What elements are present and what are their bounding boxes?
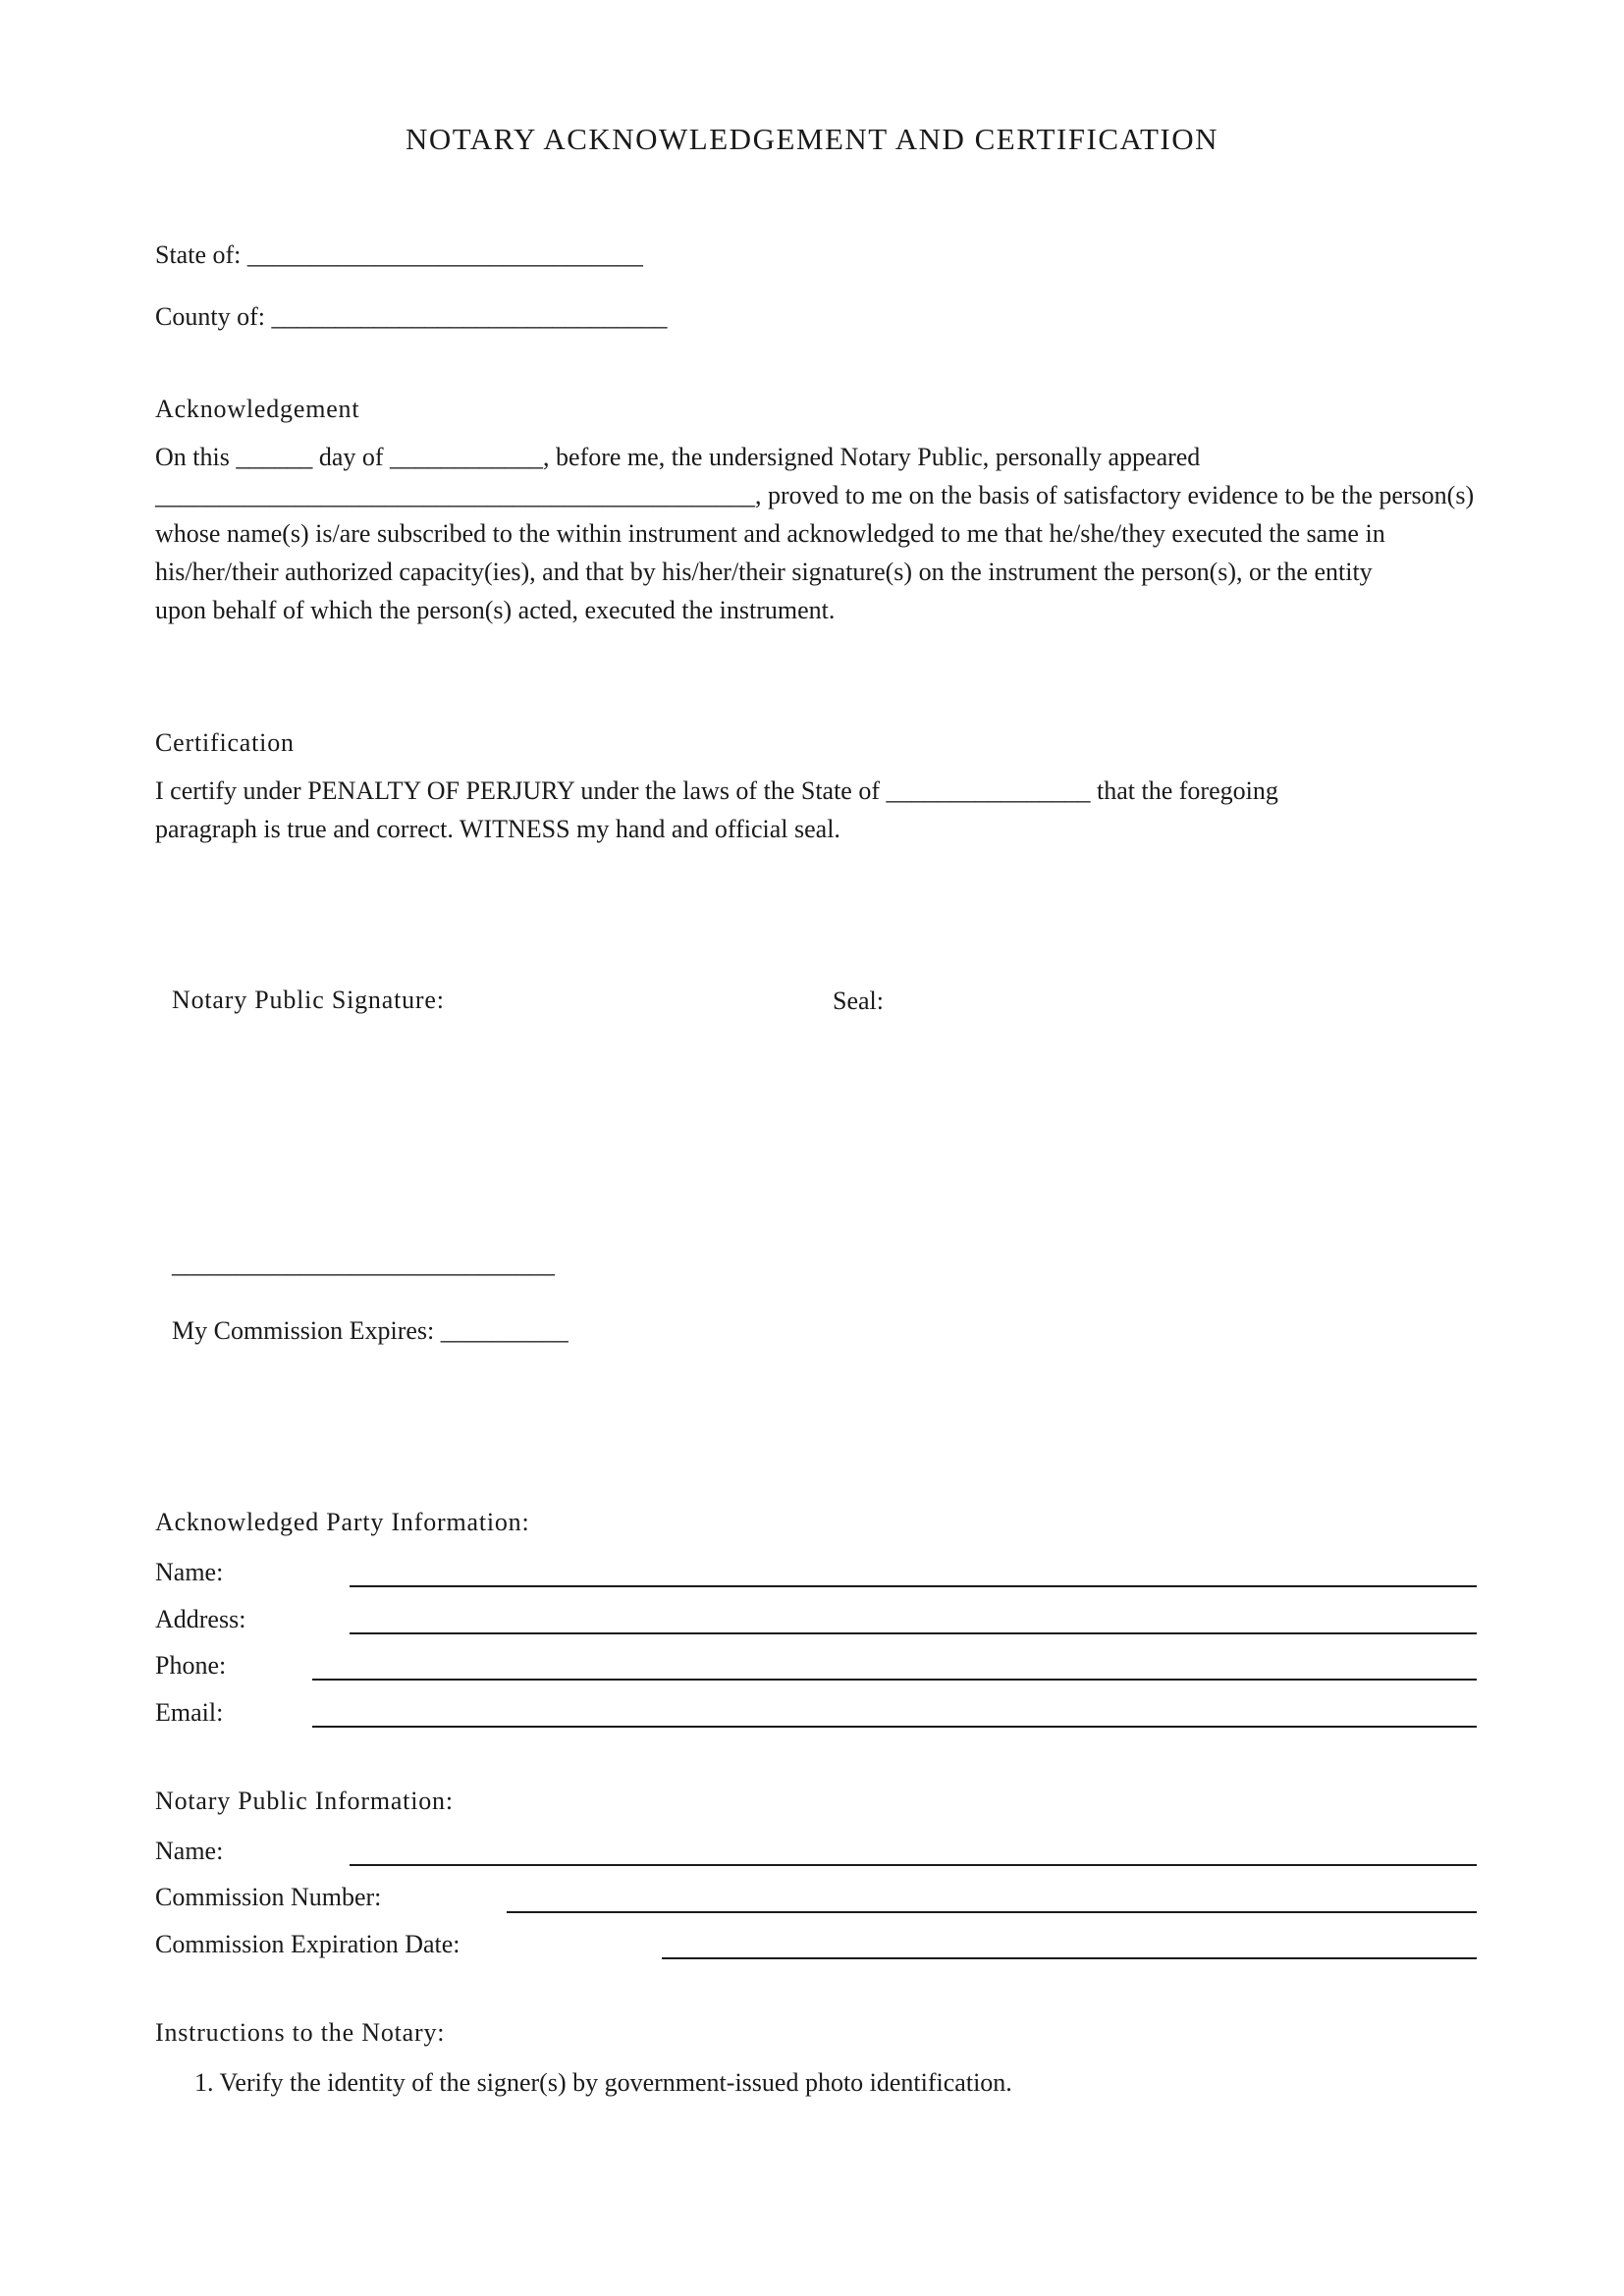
notary-name-line[interactable]: [350, 1864, 1477, 1866]
signature-line[interactable]: ______________________________: [172, 1250, 555, 1278]
acknowledgement-line-2: [155, 476, 1474, 514]
acknowledgement-line-1: On this ______ day of ____________, before me, the undersigned Notary Public, personally appeared: [155, 443, 1201, 471]
acknowledgement-heading: Acknowledgement: [155, 395, 360, 423]
notary-name-label: Name:: [155, 1837, 224, 1865]
commission-expires-field[interactable]: My Commission Expires: __________: [172, 1316, 568, 1345]
certification-line-1: I certify under PENALTY OF PERJURY under the laws of the State of ________________ that the foregoing: [155, 776, 1278, 805]
acknowledgement-line-2-text: , proved to me on the basis of satisfactory evidence to be the person(s): [755, 481, 1475, 509]
party-phone-label: Phone:: [155, 1651, 227, 1680]
notary-signature-label: Notary Public Signature:: [172, 986, 445, 1014]
state-of-field[interactable]: State of: _______________________________: [155, 240, 643, 269]
party-name-label: Name:: [155, 1558, 224, 1586]
party-name-line[interactable]: [350, 1585, 1477, 1587]
commission-expiration-label: Commission Expiration Date:: [155, 1930, 460, 1958]
acknowledgement-line-3: whose name(s) is/are subscribed to the within instrument and acknowledged to me that he/she/they executed the same in: [155, 519, 1385, 548]
commission-number-label: Commission Number:: [155, 1883, 382, 1911]
party-email-label: Email:: [155, 1698, 224, 1727]
instructions-heading: Instructions to the Notary:: [155, 2018, 446, 2047]
certification-line-2: paragraph is true and correct. WITNESS my hand and official seal.: [155, 815, 840, 843]
certification-heading: Certification: [155, 728, 295, 757]
party-address-label: Address:: [155, 1605, 246, 1633]
document-title: NOTARY ACKNOWLEDGEMENT AND CERTIFICATION: [405, 122, 1219, 156]
acknowledgement-line-5: upon behalf of which the person(s) acted, executed the instrument.: [155, 596, 836, 624]
acknowledgement-line-4: his/her/their authorized capacity(ies), and that by his/her/their signature(s) on the instrument the person(s), or the entity: [155, 558, 1373, 586]
party-address-line[interactable]: [350, 1632, 1477, 1634]
instruction-item: 1. Verify the identity of the signer(s) by government-issued photo identification.: [194, 2068, 1012, 2097]
county-of-field[interactable]: County of: _______________________________: [155, 302, 668, 331]
commission-number-line[interactable]: [507, 1911, 1477, 1913]
notary-info-heading: Notary Public Information:: [155, 1787, 454, 1815]
party-info-heading: Acknowledged Party Information:: [155, 1508, 530, 1536]
appeared-name-blank[interactable]: _______________________________________________: [155, 481, 755, 509]
seal-label: Seal:: [833, 987, 884, 1015]
party-email-line[interactable]: [312, 1726, 1477, 1728]
commission-expiration-line[interactable]: [662, 1957, 1477, 1959]
party-phone-line[interactable]: [312, 1679, 1477, 1681]
